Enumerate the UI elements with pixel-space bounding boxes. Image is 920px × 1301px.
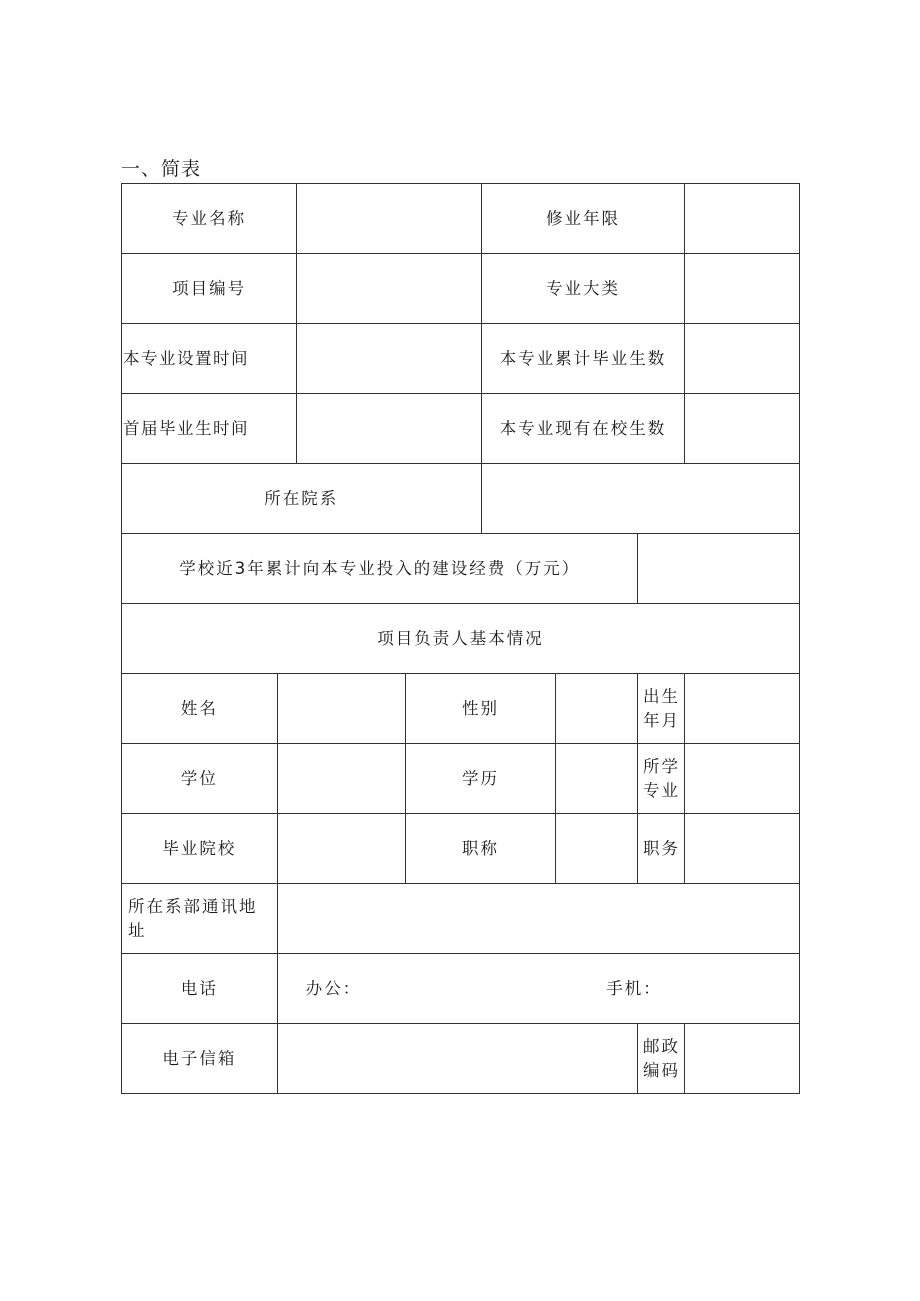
field-study-years[interactable] [685,184,800,254]
field-setup-time[interactable] [297,324,481,394]
row-project-no [122,254,800,324]
label-education: 学历 [406,744,556,814]
field-current-students[interactable] [685,394,800,464]
field-major-category[interactable] [685,254,800,324]
section-title: 一、简表 [121,158,202,180]
field-first-grad-time[interactable] [297,394,481,464]
field-specialty[interactable] [685,744,800,814]
label-name: 姓名 [122,674,278,744]
label-email: 电子信箱 [122,1024,278,1094]
summary-form-table [121,183,800,1094]
label-specialty: 所学专业 [638,744,685,814]
label-grad-school: 毕业院校 [122,814,278,884]
field-name[interactable] [277,674,405,744]
label-funding: 学校近3年累计向本专业投入的建设经费（万元） [122,534,638,604]
label-postcode: 邮政编码 [638,1024,685,1094]
label-phone: 电话 [122,954,278,1024]
field-title[interactable] [556,814,638,884]
row-first-grad [122,394,800,464]
label-current-students: 本专业现有在校生数 [481,394,685,464]
field-phone[interactable] [277,954,799,1024]
label-mobile: 手机： [606,978,662,998]
field-address[interactable] [277,884,799,954]
label-first-grad-time: 首届毕业生时间 [122,394,297,464]
row-grad-school [122,814,800,884]
field-total-graduates[interactable] [685,324,800,394]
label-gender: 性别 [406,674,556,744]
label-office: 办公： [305,978,362,998]
field-funding[interactable] [638,534,800,604]
row-name [122,674,800,744]
label-position: 职务 [638,814,685,884]
label-leader-info: 项目负责人基本情况 [122,604,800,674]
field-grad-school[interactable] [277,814,405,884]
label-degree: 学位 [122,744,278,814]
label-major-name: 专业名称 [122,184,297,254]
label-setup-time: 本专业设置时间 [122,324,297,394]
field-email[interactable] [277,1024,638,1094]
field-major-name[interactable] [297,184,481,254]
row-phone [122,954,800,1024]
row-department [122,464,800,534]
label-address: 所在系部通讯地址 [122,884,278,954]
field-position[interactable] [685,814,800,884]
label-study-years: 修业年限 [481,184,685,254]
row-funding [122,534,800,604]
label-total-graduates: 本专业累计毕业生数 [481,324,685,394]
label-birth: 出生年月 [638,674,685,744]
field-project-no[interactable] [297,254,481,324]
field-gender[interactable] [556,674,638,744]
label-project-no: 项目编号 [122,254,297,324]
field-department[interactable] [481,464,799,534]
row-major-name [122,184,800,254]
row-address [122,884,800,954]
label-title: 职称 [406,814,556,884]
field-degree[interactable] [277,744,405,814]
field-postcode[interactable] [685,1024,800,1094]
row-leader-info [122,604,800,674]
row-email [122,1024,800,1094]
field-education[interactable] [556,744,638,814]
label-major-category: 专业大类 [481,254,685,324]
row-degree [122,744,800,814]
row-setup-time [122,324,800,394]
label-department: 所在院系 [122,464,482,534]
field-birth[interactable] [685,674,800,744]
